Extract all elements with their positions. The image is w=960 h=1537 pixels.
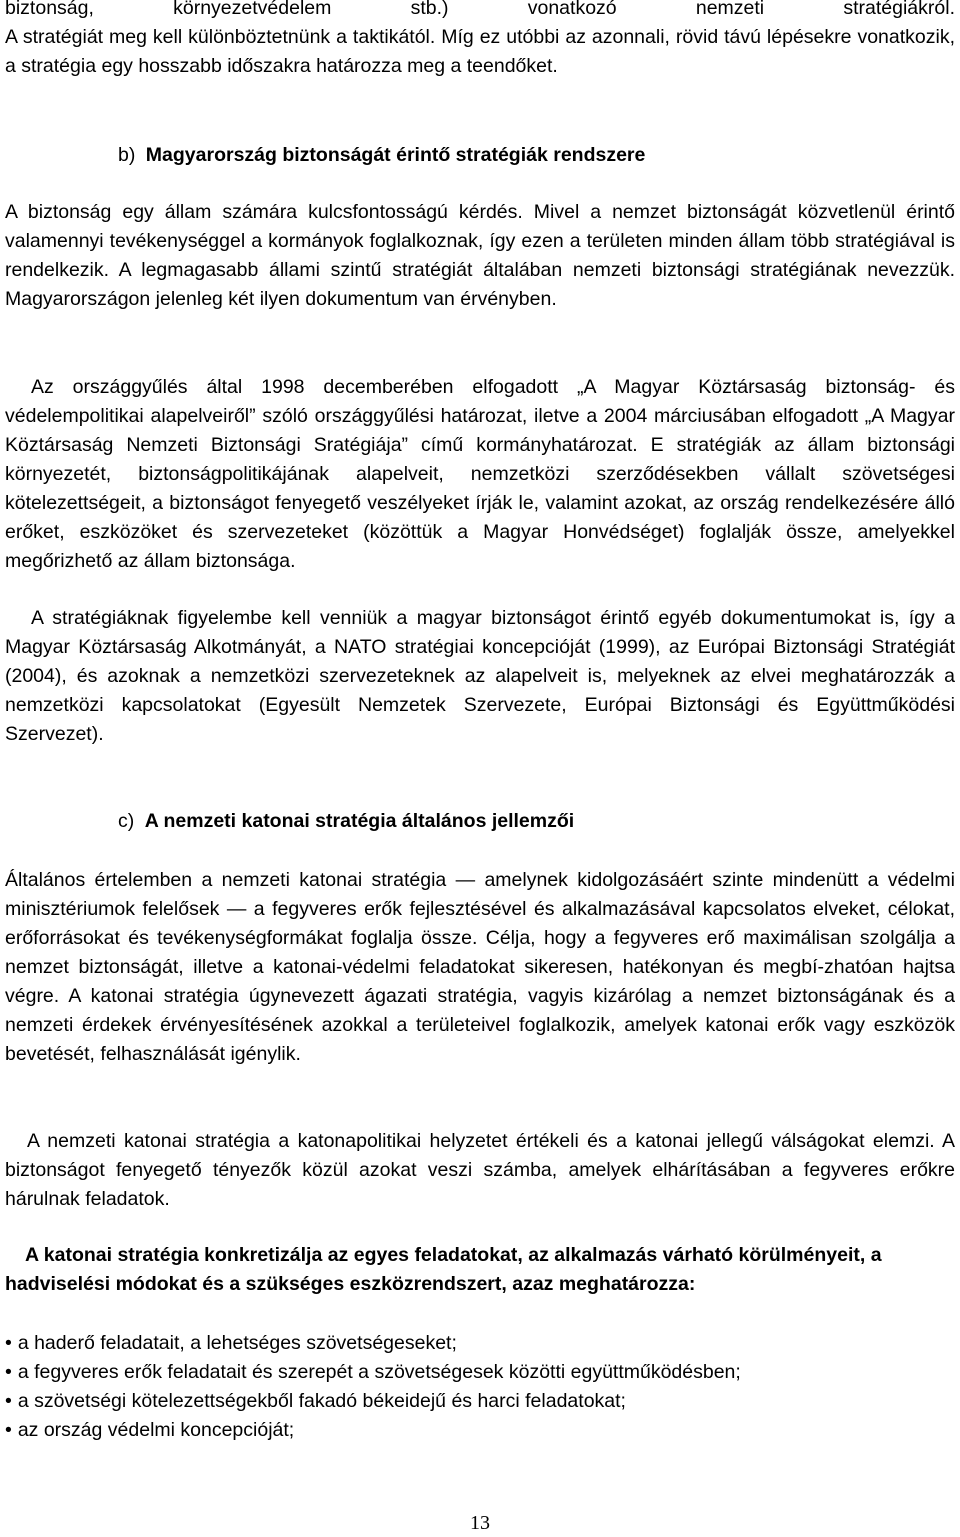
list-item xyxy=(5,1416,955,1445)
section-b-paragraph: A biztonság egy állam számára kulcsfontosságú kérdés. Mivel a nemzet biztonságát közvetlenül érintő valamennyi tevékenységgel a kormányok foglalkoznak, így ezen a területen minden állam több stratégiával is rendelkezik. A legmagasabb állami szintű stratégiát általában nemzeti biztonsági stratégiának nevezzük. Magyarországon jelenleg két ilyen dokumentum van érvényben. xyxy=(5,201,955,310)
strategy-task-list xyxy=(5,1329,955,1445)
list-item xyxy=(5,1329,955,1358)
strategy-documents-paragraph: Az országgyűlés által 1998 decemberében elfogadott „A Magyar Köztársaság biztonság- és védelempolitikai alapelveiről” szóló országgyűlési határozat, iletve a 2004 márciusában elfogadott „A Magyar Köztársaság Nemzeti Biztonsági Sratégiája” című kormányhatározat. E stratégiák az állam biztonsági környezetét, biztonságpolitikájának alapelveit, nemzetközi szerződésekben vállalt szövetségesi kötelezettségeit, a biztonságot fenyegető veszélyeket írják le, valamint azokat, az ország rendelkezésére álló erőket, eszközöket és szervezeteket (közöttük a Magyar Honvédséget) foglalják össze, amelyekkel megőrizhető az állam biztonsága. xyxy=(5,376,955,572)
section-c-heading xyxy=(118,807,938,836)
list-item-text: az ország védelmi koncepcióját; xyxy=(17,1419,295,1441)
list-item-text: a fegyveres erők feladatait és szerepét a szövetségesek közötti együttműködésben; xyxy=(17,1361,741,1383)
section-c-paragraph-1: Általános értelemben a nemzeti katonai stratégia — amelynek kidolgozásáért szinte mindenütt a védelmi minisztériumok felelősek — a fegyveres erők fejlesztésével és alkalmazásával kapcsolatos elveket, célokat, erőforrásokat és tevékenységformákat foglalja össze. Célja, hogy a fegyveres erő maximálisan szolgálja a nemzet biztonságát, illetve a katonai-védelmi feladatokat sikeresen, hatékonyan és megbí-zhatóan hajtsa végre. A katonai stratégia úgynevezett ágazati stratégia, vagyis kizárólag a nemzet biztonságának és a nemzeti érdekek érvényesítésének azokkal a területeivel foglalkozik, amelyek katonai erők vagy eszközök bevetését, felhasználását igénylik. xyxy=(5,869,955,1065)
section-c-bold-intro: A katonai stratégia konkretizálja az egyes feladatokat, az alkalmazás várható körülményeit, a hadviselési módokat és a szükséges eszközrendszert, azaz meghatározza: xyxy=(5,1244,882,1295)
section-c-title: A nemzeti katonai stratégia általános jellemzői xyxy=(144,810,575,832)
section-b-marker: b) xyxy=(118,144,136,166)
bullet-icon: • xyxy=(5,1361,12,1383)
section-b-heading xyxy=(118,141,938,170)
section-c-marker: c) xyxy=(118,810,135,832)
list-item xyxy=(5,1358,955,1387)
related-documents-paragraph: A stratégiáknak figyelembe kell venniük a magyar biztonságot érintő egyéb dokumentumokat is, így a Magyar Köztársaság Alkotmányát, a NATO stratégiai koncepcióját (1999), az Európai Biztonsági Stratégiát (2004), és azoknak a nemzetközi szervezeteknek az alapelveit is, melyeknek az elvei meghatározzák a nemzetközi kapcsolatokat (Egyesült Nemzetek Szervezete, Európai Biztonsági és Együttműködési Szervezet). xyxy=(5,607,955,745)
bullet-icon: • xyxy=(5,1390,12,1412)
page-number: 13 xyxy=(470,1512,490,1534)
bullet-icon: • xyxy=(5,1419,12,1441)
intro-paragraph: A stratégiát meg kell különböztetnünk a taktikától. Míg ez utóbbi az azonnali, rövid távú lépésekre vonatkozik, a stratégia egy hosszabb időszakra határozza meg a teendőket. xyxy=(5,26,955,77)
bullet-icon: • xyxy=(5,1332,12,1354)
list-item-text: a szövetségi kötelezettségekből fakadó békeidejű és harci feladatokat; xyxy=(17,1390,626,1412)
section-c-paragraph-2: A nemzeti katonai stratégia a katonapolitikai helyzetet értékeli és a katonai jellegű válságokat elemzi. A biztonságot fenyegető tényezők közül azokat veszi számba, amelyek elhárításában a fegyveres erőkre hárulnak feladatok. xyxy=(5,1130,955,1210)
list-item-text: a haderő feladatait, a lehetséges szövetségeseket; xyxy=(17,1332,457,1354)
intro-first-line: biztonság, környezetvédelem stb.) vonatkozó nemzeti stratégiákról. xyxy=(5,0,955,19)
section-b-title: Magyarország biztonságát érintő stratégiák rendszere xyxy=(145,144,646,166)
list-item xyxy=(5,1387,955,1416)
